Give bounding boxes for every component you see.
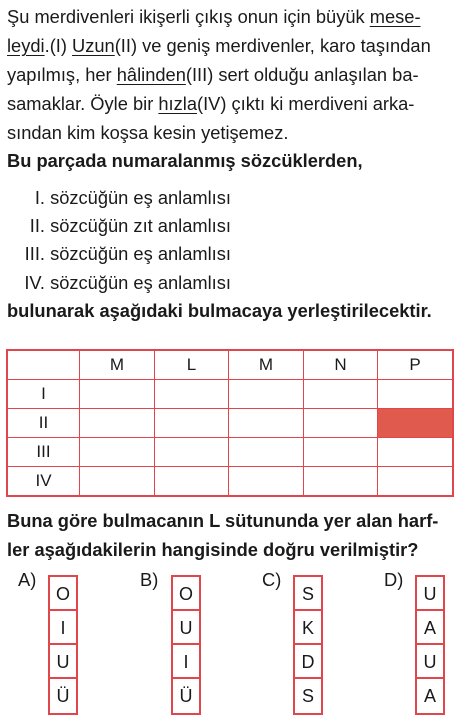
passage-text: (III) sert olduğu anlaşılan ba-: [185, 64, 419, 85]
item-number: III.: [24, 243, 45, 264]
grid-cell: [229, 380, 304, 409]
letter-cell: [417, 577, 443, 611]
puzzle-grid: [6, 349, 454, 497]
passage-text: yapılmış, her: [7, 64, 117, 85]
grid-cell: [378, 380, 454, 409]
grid-cell: [229, 409, 304, 438]
letter: K: [301, 618, 314, 638]
option-a-label[interactable]: A): [18, 569, 37, 590]
letter: I: [60, 618, 66, 638]
letter-cell: [295, 611, 321, 645]
grid-row-header: I: [7, 380, 80, 409]
letter-cell: [50, 679, 76, 713]
passage-line-2: [7, 31, 467, 60]
grid-cell: [304, 380, 378, 409]
item-number: I.: [34, 187, 45, 208]
item-3: [7, 243, 231, 265]
letter: D: [301, 652, 315, 672]
letter-cell: [295, 577, 321, 611]
underlined-word: hızla: [158, 93, 197, 114]
grid-cell: [80, 438, 155, 467]
letter-cell: [173, 577, 199, 611]
letter: I: [183, 652, 189, 672]
item-number: II.: [29, 215, 45, 236]
letter-cell: [50, 611, 76, 645]
letter-cell: [50, 645, 76, 679]
grid-cell: [80, 380, 155, 409]
letter-cell: [417, 679, 443, 713]
grid-cell: [80, 467, 155, 497]
grid-shaded-cell: [378, 409, 454, 438]
grid-row-header: IV: [7, 467, 80, 497]
option-c-letters[interactable]: [293, 575, 323, 715]
passage-text: (II) ve geniş merdivenler, karo taşından: [114, 35, 431, 56]
option-c-label[interactable]: C): [262, 569, 282, 590]
passage-line-5: sından kim koşsa kesin yetişemez.: [7, 122, 289, 143]
option-a-letters[interactable]: [48, 575, 78, 715]
grid-row: [7, 438, 453, 467]
item-text: sözcüğün eş anlamlısı: [50, 187, 231, 208]
grid-row-header: II: [7, 409, 80, 438]
item-text: sözcüğün eş anlamlısı: [50, 272, 231, 293]
option-d-label[interactable]: D): [384, 569, 404, 590]
question-mid: bulunarak aşağıdaki bulmacaya yerleştirilecektir.: [7, 300, 432, 321]
grid-cell: [155, 380, 229, 409]
passage-line-4: [7, 89, 467, 118]
item-2: [7, 215, 231, 237]
option-b-label[interactable]: B): [140, 569, 159, 590]
letter-cell: [173, 611, 199, 645]
item-4: [7, 272, 231, 294]
grid-cell: [304, 409, 378, 438]
grid-column-header: M: [229, 350, 304, 380]
grid-row-header: III: [7, 438, 80, 467]
grid-row: [7, 380, 453, 409]
letter: U: [423, 652, 437, 672]
option-b-letters[interactable]: [171, 575, 201, 715]
grid-column-header: N: [304, 350, 378, 380]
passage-text: Şu merdivenleri ikişerli çıkış onun için büyük: [7, 6, 370, 27]
grid-cell: [304, 467, 378, 497]
letter: Ü: [56, 686, 70, 706]
grid-row: [7, 409, 453, 438]
letter: S: [301, 686, 314, 706]
letter: A: [423, 686, 436, 706]
grid-cell: [155, 467, 229, 497]
question-intro: Bu parçada numaralanmış sözcüklerden,: [7, 150, 363, 171]
grid-row: [7, 467, 453, 497]
grid-column-header: P: [378, 350, 454, 380]
grid-cell: [378, 438, 454, 467]
letter: U: [423, 584, 437, 604]
passage-text: .(I): [44, 35, 73, 56]
question-end-line-1: Buna göre bulmacanın L sütununda yer alan harf-: [7, 510, 439, 531]
item-text: sözcüğün zıt anlamlısı: [50, 215, 231, 236]
underlined-word: leydi: [7, 35, 45, 56]
letter: O: [178, 584, 193, 604]
option-d-letters[interactable]: [415, 575, 445, 715]
passage-text: (IV) çıktı ki merdiveni arka-: [197, 93, 415, 114]
grid-corner-cell: [7, 350, 80, 380]
grid-column-header: M: [80, 350, 155, 380]
question-end-line-2: ler aşağıdakilerin hangisinde doğru verilmiştir?: [7, 539, 419, 560]
item-number: IV.: [24, 272, 45, 293]
letter: U: [56, 652, 70, 672]
letter-cell: [173, 645, 199, 679]
item-text: sözcüğün eş anlamlısı: [50, 243, 231, 264]
letter-cell: [417, 645, 443, 679]
grid-cell: [378, 467, 454, 497]
letter-cell: [295, 679, 321, 713]
letter-cell: [417, 611, 443, 645]
grid-cell: [80, 409, 155, 438]
grid-column-header: L: [155, 350, 229, 380]
letter-cell: [50, 577, 76, 611]
letter: A: [423, 618, 436, 638]
letter-cell: [295, 645, 321, 679]
letter: U: [179, 618, 193, 638]
passage: [7, 2, 467, 147]
grid-cell: [229, 438, 304, 467]
grid-cell: [155, 409, 229, 438]
grid-cell: [304, 438, 378, 467]
passage-text: samaklar. Öyle bir: [7, 93, 159, 114]
grid-header-row: [7, 350, 453, 380]
grid-cell: [155, 438, 229, 467]
letter: Ü: [179, 686, 193, 706]
letter: O: [55, 584, 70, 604]
underlined-word: hâlinden: [116, 64, 186, 85]
letter-cell: [173, 679, 199, 713]
item-1: [7, 187, 231, 209]
passage-line-1: [7, 2, 467, 31]
passage-line-3: [7, 60, 467, 89]
grid-cell: [229, 467, 304, 497]
underlined-word: mese-: [369, 6, 421, 27]
underlined-word: Uzun: [72, 35, 115, 56]
letter: S: [301, 584, 314, 604]
